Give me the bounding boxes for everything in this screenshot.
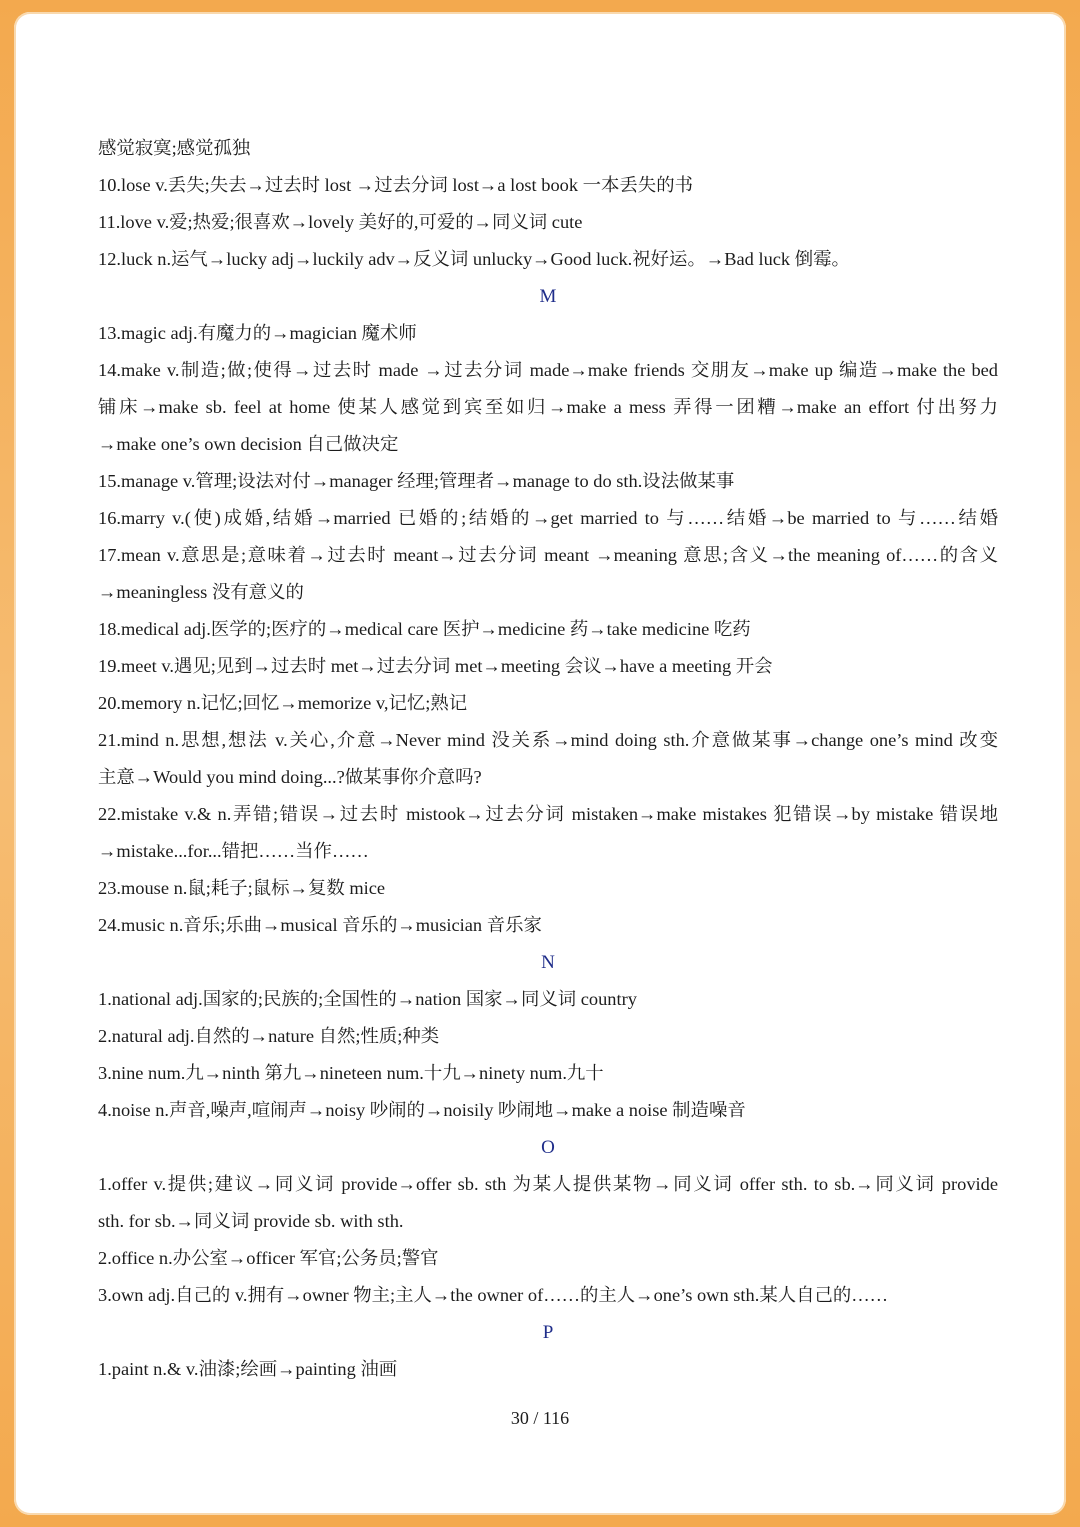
vocab-line: sth. for sb.→同义词 provide sb. with sth. [98, 1211, 404, 1231]
section-letter: P [542, 1322, 554, 1343]
vocab-line: 19.meet v.遇见;见到→过去时 met→过去分词 met→meeting 会议→have a meeting 开会 [98, 656, 773, 676]
vocab-line: 10.lose v.丢失;失去→过去时 lost →过去分词 lost→a lost book 一本丢失的书 [98, 175, 693, 195]
vocab-line: 3.own adj.自己的 v.拥有→owner 物主;主人→the owner of……的主人→one’s own sth.某人自己的…… [98, 1285, 889, 1305]
vocab-line: 铺床→make sb. feel at home 使某人感觉到宾至如归→make a mess 弄得一团糟→make an effort 付出努力 [98, 397, 998, 417]
vocab-line: →meaningless 没有意义的 [98, 582, 304, 602]
vocab-line: 15.manage v.管理;设法对付→manager 经理;管理者→manage to do sth.设法做某事 [98, 471, 735, 491]
document-page [14, 12, 1066, 1515]
vocab-line: 22.mistake v.& n.弄错;错误→过去时 mistook→过去分词 mistaken→make mistakes 犯错误→by mistake 错误地 [98, 804, 998, 824]
vocab-line: 14.make v.制造;做;使得→过去时 made →过去分词 made→make friends 交朋友→make up 编造→make the bed [98, 360, 998, 380]
vocab-line: 1.national adj.国家的;民族的;全国性的→nation 国家→同义词 country [98, 989, 637, 1009]
vocab-line: →make one’s own decision 自己做决定 [98, 434, 399, 454]
vocab-line: 18.medical adj.医学的;医疗的→medical care 医护→medicine 药→take medicine 吃药 [98, 619, 751, 639]
vocab-line: 12.luck n.运气→lucky adj→luckily adv→反义词 unlucky→Good luck.祝好运。→Bad luck 倒霉。 [98, 249, 850, 269]
vocab-line: 23.mouse n.鼠;耗子;鼠标→复数 mice [98, 878, 386, 898]
vocab-line: 2.natural adj.自然的→nature 自然;性质;种类 [98, 1026, 440, 1046]
vocab-line: 20.memory n.记忆;回忆→memorize v,记忆;熟记 [98, 693, 468, 713]
vocab-line: 1.offer v.提供;建议→同义词 provide→offer sb. sth 为某人提供某物→同义词 offer sth. to sb.→同义词 provide [98, 1174, 998, 1194]
section-letter: O [541, 1137, 555, 1158]
vocab-line: →mistake...for...错把……当作…… [98, 841, 369, 861]
vocabulary-list [98, 130, 998, 1388]
vocab-line: 感觉寂寞;感觉孤独 [98, 138, 251, 158]
vocab-line: 4.noise n.声音,噪声,喧闹声→noisy 吵闹的→noisily 吵闹地→make a noise 制造噪音 [98, 1100, 746, 1120]
section-letter: M [539, 286, 557, 307]
vocab-line: 3.nine num.九→ninth 第九→nineteen num.十九→ninety num.九十 [98, 1063, 604, 1083]
vocab-line: 11.love v.爱;热爱;很喜欢→lovely 美好的,可爱的→同义词 cute [98, 212, 583, 232]
section-letter: N [541, 952, 555, 973]
vocab-line: 21.mind n.思想,想法 v.关心,介意→Never mind 没关系→mind doing sth.介意做某事→change one’s mind 改变 [98, 730, 998, 750]
vocab-line: 13.magic adj.有魔力的→magician 魔术师 [98, 323, 417, 343]
vocab-line: 2.office n.办公室→officer 军官;公务员;警官 [98, 1248, 439, 1268]
page-number: 30 / 116 [510, 1408, 570, 1428]
vocab-line: 1.paint n.& v.油漆;绘画→painting 油画 [98, 1359, 398, 1379]
vocab-line: 24.music n.音乐;乐曲→musical 音乐的→musician 音乐家 [98, 915, 542, 935]
vocab-line: 主意→Would you mind doing...?做某事你介意吗? [98, 767, 482, 787]
vocab-line: 17.mean v.意思是;意味着→过去时 meant→过去分词 meant →meaning 意思;含义→the meaning of……的含义 [98, 545, 998, 565]
vocab-line: 16.marry v.(使)成婚,结婚→married 已婚的;结婚的→get married to 与……结婚→be married to 与……结婚 [98, 508, 998, 528]
